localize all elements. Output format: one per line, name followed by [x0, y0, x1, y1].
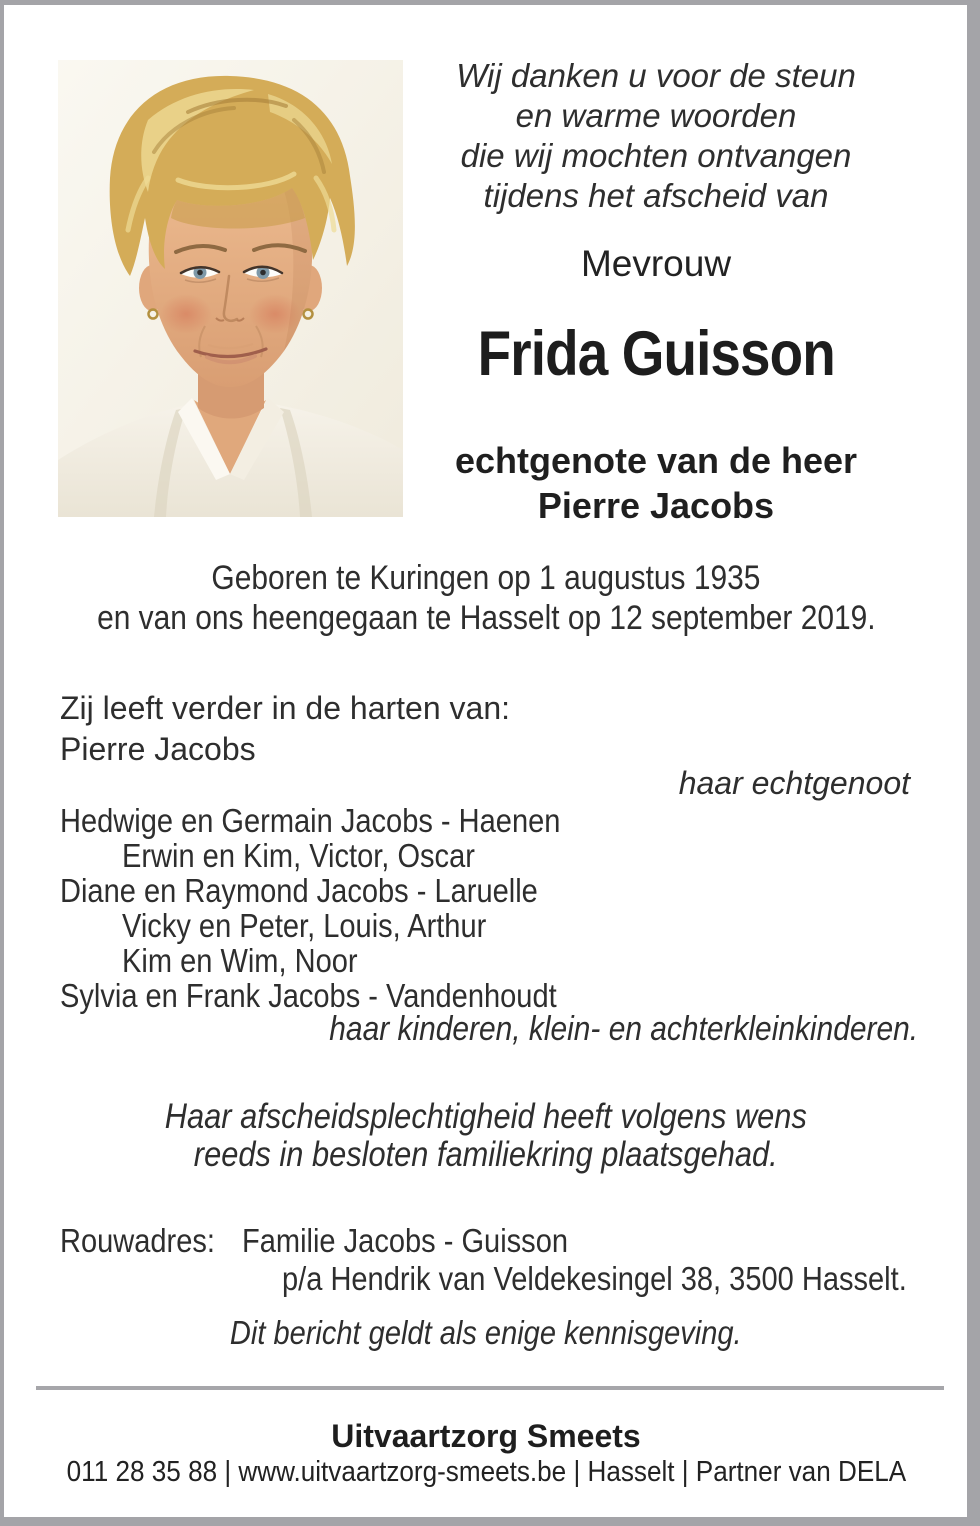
footer-divider: [36, 1386, 944, 1390]
acknowledgement-line: en warme woorden: [515, 97, 797, 134]
acknowledgement-line: Wij danken u voor de steun: [456, 57, 856, 94]
death-line: en van ons heengegaan te Hasselt op 12 september 2019.: [96, 599, 876, 637]
family-line: Hedwige en Germain Jacobs - Haenen: [60, 802, 561, 839]
funeral-home-contact: 011 28 35 88 | www.uitvaartzorg-smeets.be | Hasselt | Partner van DELA: [66, 1456, 906, 1488]
frame-bottom: [0, 1517, 980, 1526]
survivors-heading: Zij leeft verder in de harten van:: [60, 690, 511, 726]
family-line: Sylvia en Frank Jacobs - Vandenhoudt: [60, 977, 557, 1014]
frame-top: [0, 0, 980, 5]
frame-left: [0, 0, 4, 1526]
ceremony-line: reeds in besloten familiekring plaatsgehad.: [194, 1135, 778, 1174]
single-notice: Dit bericht geldt als enige kennisgeving.: [230, 1314, 742, 1351]
spouse-name: Pierre Jacobs: [60, 731, 256, 767]
acknowledgement-text: [420, 56, 892, 216]
family-line: Diane en Raymond Jacobs - Laruelle: [60, 872, 538, 909]
funeral-home-name: Uitvaartzorg Smeets: [331, 1418, 641, 1454]
life-dates: [10, 558, 962, 638]
relation-lines: [420, 438, 892, 528]
salutation: Mevrouw: [580, 243, 732, 284]
birth-line: Geboren te Kuringen op 1 augustus 1935: [211, 559, 761, 597]
relation-line: Pierre Jacobs: [537, 485, 775, 526]
mourning-address: [60, 1222, 930, 1302]
deceased-name: Frida Guisson: [477, 319, 835, 389]
acknowledgement-line: tijdens het afscheid van: [483, 177, 829, 214]
family-line: Erwin en Kim, Victor, Oscar: [122, 837, 475, 874]
relation-line: echtgenote van de heer: [454, 440, 858, 481]
acknowledgement-line: die wij mochten ontvangen: [460, 137, 852, 174]
mourning-address-label: Rouwadres:: [60, 1222, 215, 1259]
family-role: haar kinderen, klein- en achterkleinkinderen.: [329, 1010, 918, 1048]
family-line: Vicky en Peter, Louis, Arthur: [122, 907, 487, 944]
family-list: [60, 803, 629, 1013]
mourning-address-street: p/a Hendrik van Veldekesingel 38, 3500 Hasselt.: [282, 1260, 907, 1297]
ceremony-line: Haar afscheidsplechtigheid heeft volgens wens: [164, 1097, 808, 1136]
family-line: Kim en Wim, Noor: [122, 942, 358, 979]
mourning-address-family: Familie Jacobs - Guisson: [242, 1222, 569, 1259]
portrait-photo-svg: [58, 60, 403, 517]
portrait-photo: [58, 60, 403, 517]
ceremony-notice: [10, 1098, 962, 1174]
spouse-role: haar echtgenoot: [678, 765, 910, 801]
